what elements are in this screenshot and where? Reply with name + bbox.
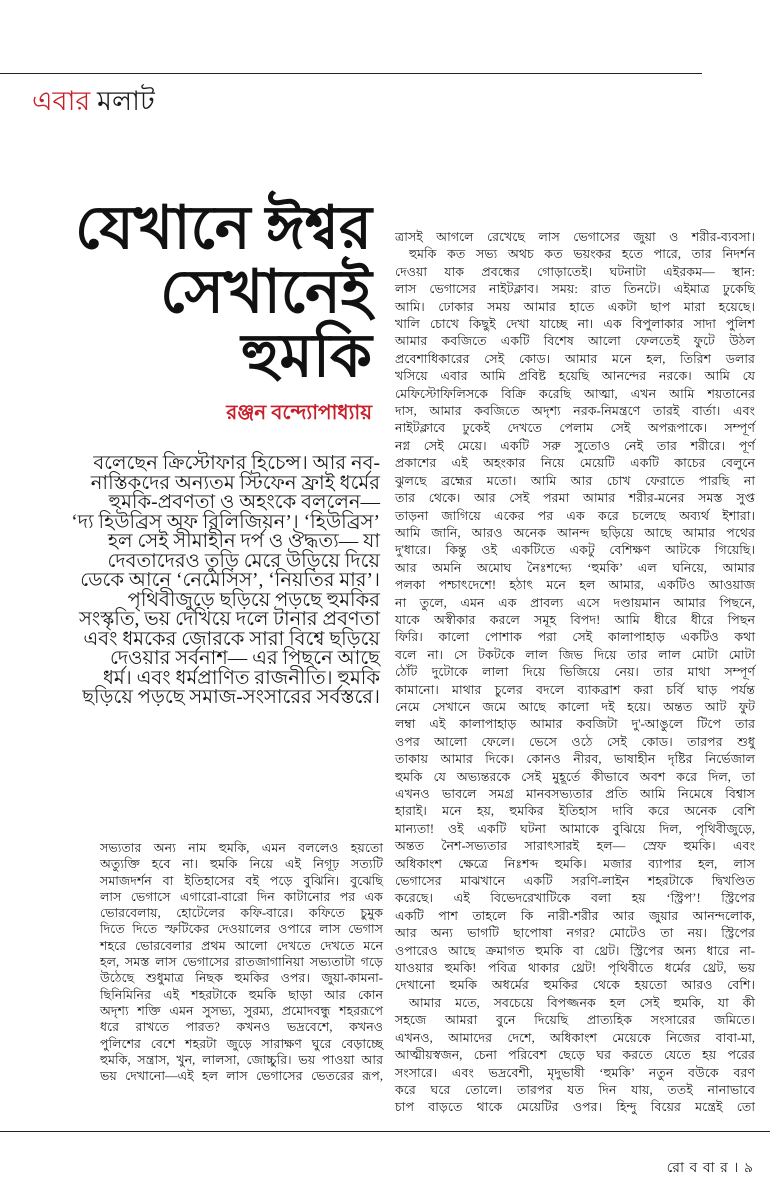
text-line: আর অমনি অমোঘ নৈঃশব্দ্যে ‘হুমকি’ এল ঘনিয়ে, আমার xyxy=(395,560,755,575)
text-line: ফিরি। কালো পোশাক পরা সেই কালাপাহাড় একটিও কথা xyxy=(395,630,755,645)
text-line: লম্বা এই কালাপাহাড় আমার কবজিটা দু'-আঙুলে টিপে তার xyxy=(395,717,755,732)
text-line: অদৃশ্য শক্তি এমন সুসভ্য, সুরম্য, প্রমোদবন্ধু শহররূপে xyxy=(100,1003,383,1018)
text-line: আমার মতে, সবচেয়ে বিপজ্জনক হল সেই হুমকি, যা কী xyxy=(409,995,755,1010)
headline-line: সেখানেই xyxy=(160,259,372,325)
body-column-left xyxy=(100,840,383,1084)
text-line: তাকায় আমার দিকে। কোনও নীরব, ভাষাহীন দৃষ্টির নির্ভেজাল xyxy=(395,752,755,767)
text-line: দাস, আমার কবজিতে অদৃশ্য নরক-নিমন্ত্রণে তারই বার্তা। এবং xyxy=(395,404,755,419)
text-line: প্রবেশাধিকারের সেই কোড। আমার মনে হল, তিরিশ ডলার xyxy=(395,351,755,366)
text-line: উঠেছে শুধুমাত্র নিছক হুমকির ওপর। জুয়া-কামনা- xyxy=(100,971,383,986)
text-line: ডেকে আনে ‘নেমেসিস’, ‘নিয়তির মার’। xyxy=(80,570,380,591)
text-line: নগ্ন সেই মেয়ে। একটি সরু সুতোও নেই তার শরীরে। পূর্ণ xyxy=(395,438,755,453)
page-footer xyxy=(667,1156,754,1180)
text-line: দেবতাদেরও তুড়ি মেরে উড়িয়ে দিয়ে xyxy=(107,550,380,572)
text-line: মেফিস্টোফিলিসকে বিক্রি করেছি আত্মা, এখন আমি শয়তানের xyxy=(395,386,755,401)
deck-text xyxy=(58,452,380,706)
bottom-divider xyxy=(0,1131,770,1132)
text-line: আমি জানি, আরও অনেক আনন্দ ছড়িয়ে আছে আমার পথের xyxy=(395,525,755,540)
text-line: একটি পাশ তাহলে কি নারী-শরীর আর জুয়ার আনন্দলোক, xyxy=(395,908,755,923)
text-line: হুমকি যে অভ্যন্তরকে সেই মুহূর্তে কীভাবে অবশ করে দিল, তা xyxy=(395,769,755,784)
text-line: লাস ভেগাসে এগারো-বারো দিন কাটানোর পর এক xyxy=(100,889,383,904)
text-line: দেখানো হুমকি অধর্মের হুমকির থেকে হয়তো আরও বেশি। xyxy=(395,978,755,993)
text-line: এবং ধমকের জোরকে সারা বিশ্বে ছড়িয়ে xyxy=(83,628,380,650)
headline-line: যেখানে ঈশ্বর xyxy=(74,195,372,261)
text-line: দিতে দিতে স্ফটিকের দেওয়ালের ওপারে লাস ভেগাস xyxy=(100,922,383,937)
headline-line: হুমকি xyxy=(241,323,372,389)
text-line: ছিনিমিনির এই শহরটাকে হুমকি ছাড়া আর কোন xyxy=(100,987,383,1002)
body-column-right xyxy=(395,229,755,1117)
section-label-black: মলাট xyxy=(97,86,155,116)
text-line: যাকে অস্বীকার করলে সমূহ বিপদ! আমি ধীরে ধীরে পিছন xyxy=(395,612,755,627)
text-line: দেওয়ার সর্বনাশ— এর পিছনে আছে xyxy=(109,648,380,669)
text-line: অত্যুক্তি হবে না। হুমকি নিয়ে এই নিগূঢ় সত্যটি xyxy=(100,857,383,872)
text-line: সমাজদর্শন বা ইতিহাসের বই পড়ে বুঝিনি। বুঝেছি xyxy=(100,873,383,888)
text-line: অধিকাংশ ক্ষেত্রে নিঃশব্দ হুমকি। মজার ব্যাপার হল, লাস xyxy=(395,856,755,871)
text-line: মান্যতা! ওই একটি ঘটনা আমাকে বুঝিয়ে দিল, পৃথিবীজুড়ে, xyxy=(395,821,755,836)
text-line: আত্মীয়স্বজন, চেনা পরিবেশ ছেড়ে ঘর করতে যেতে হয় পরের xyxy=(395,1048,755,1063)
text-line: নেমে সেখানে জমে আছে কালো দই হয়ে। অন্তত আট ফুট xyxy=(395,699,755,714)
footer-magazine-name: রো ব বা র xyxy=(666,1161,729,1176)
text-line: ছড়িয়ে পড়ছে সমাজ-সংসারের সর্বস্তরে। xyxy=(82,687,380,708)
page-number: ৯ xyxy=(743,1161,754,1176)
text-line: বলেছেন ক্রিস্টোফার হিচেন্স। আর নব- xyxy=(93,453,380,474)
text-line: হুমকি-প্রবণতা ও অহংকে বললেন— xyxy=(108,492,380,513)
text-line: ওপর আলো ফেলে। ভেসে ওঠে সেই কোড। তারপর শুধু xyxy=(395,734,755,749)
text-line: অন্তত নৈশ-সভ্যতার সারাৎসারই হল— স্রেফ হুমকি। এবং xyxy=(395,839,755,854)
text-line: হল সেই সীমাহীন দর্প ও ঔদ্ধত্য— যা xyxy=(107,531,380,552)
text-line: বলে না। সে টকটকে লাল জিভ দিয়ে তার লাল মোটা মোটা xyxy=(395,647,755,662)
text-line: কামানো। মাথার চুলের বদলে ব্যাকব্রাশ করা চর্বি ঘাড় পর্যন্ত xyxy=(395,682,755,697)
text-line: লাস ভেগাসের নাইটক্লাব। সময়: রাত তিনটে। এইমাত্র ঢুকেছি xyxy=(395,282,755,297)
text-line: আর অন্য ভাগটি ছাপোষা নগর? মোটেও তা নয়। স্ট্রিপের xyxy=(395,926,755,941)
text-line: ত্রাসই আগলে রেখেছে লাস ভেগাসের জুয়া ও শরীর-ব্যবসা। xyxy=(395,230,755,244)
text-line: ভেগাসের মাঝখানে একটি সরণি-লাইন শহরটাকে দ্বিখণ্ডিত xyxy=(395,874,755,889)
text-line: পলকা পশ্চাৎদেশে! হঠাৎ মনে হল আমার, একটিও আওয়াজ xyxy=(395,578,755,593)
text-line: করেছে। এই বিভেদরেখাটিকে বলা হয় ‘স্ট্রিপ’! স্ট্রিপের xyxy=(395,891,755,906)
footer-separator: । xyxy=(733,1161,740,1176)
text-line: হুমকি, সন্ত্রাস, খুন, লালসা, জোচ্চুরি। ভয় পাওয়া আর xyxy=(100,1052,383,1067)
text-line: ঠোঁট দুটোকে লালা দিয়ে ভিজিয়ে নেয়। তার মাথা সম্পূর্ণ xyxy=(395,665,755,680)
text-line: পৃথিবীজুড়ে ছড়িয়ে পড়ছে হুমকির xyxy=(127,589,380,611)
author-byline: রঞ্জন বন্দ্যোপাধ্যায় xyxy=(226,402,372,424)
section-label xyxy=(32,84,155,118)
section-label-red: এবার xyxy=(32,86,91,116)
text-line: হারাই। মনে হয়, হুমকির ইতিহাস দাবি করে অনেক বেশি xyxy=(395,804,755,819)
text-line: ‘দ্য হিউব্রিস অফ রিলিজিয়ন’। ‘হিউব্রিস’ xyxy=(71,511,380,533)
headline xyxy=(40,196,372,388)
text-line: সংসারে। এবং ভদ্রবেশী, মৃদুভাষী ‘হুমকি’ নতুন বউকে বরণ xyxy=(395,1065,755,1080)
text-line: সংস্কৃতি, ভয় দেখিয়ে দলে টানার প্রবণতা xyxy=(78,609,380,630)
text-line: তার থেকে। আর সেই পরমা আমার শরীর-মনের সমস্ত সুপ্ত xyxy=(395,491,755,506)
text-line: সভ্যতার অন্য নাম হুমকি, এমন বললেও হয়তো xyxy=(100,841,383,855)
text-line: আমি। ঢোকার সময় আমার হাতে একটা ছাপ মারা হয়েছে। xyxy=(395,299,755,314)
text-line: প্রকাশের এই অহংকার নিয়ে মেয়েটি একটি কাচের বেলুনে xyxy=(395,456,755,471)
text-line: ভোরবেলায়, হোটেলের কফি-বারে। কফিতে চুমুক xyxy=(100,906,383,921)
text-line: পুলিশের বেশে শহরটা জুড়ে সারাক্ষণ ঘুরে বেড়াচ্ছে xyxy=(100,1036,383,1051)
text-line: দু'ধারে। কিন্তু ওই একটিতে একটু বেশিক্ষণ আটকে গিয়েছি। xyxy=(395,543,755,558)
text-line: হুমকি কত সভ্য অথচ কত ভয়ংকর হতে পারে, তার নিদর্শন xyxy=(409,247,755,262)
text-line: যাওয়ার হুমকি! পবিত্র থাকার থ্রেট! পৃথিবীতে ধর্মের থ্রেট, ভয় xyxy=(395,961,755,976)
text-line: সহজে আমরা বুনে দিয়েছি প্রাত্যহিক সংসারের জমিতে। xyxy=(395,1013,755,1028)
top-divider xyxy=(0,73,702,74)
text-line: এখনও ভাবলে সমগ্র মানবসভ্যতার প্রতি আমি নিমেষে বিশ্বাস xyxy=(395,787,755,801)
text-line: ওপারেও আছে ক্রমাগত হুমকি বা থ্রেট। স্ট্রিপের অন্য ধারে না- xyxy=(395,943,755,958)
text-line: আমার কবজিতে একটি বিশেষ আলো ফেলতেই ফুটে উঠল xyxy=(395,334,755,349)
text-line: শহরে ভোরবেলার প্রথম আলো দেখতে দেখতে মনে xyxy=(100,938,383,953)
text-line: নাস্তিকদের অন্যতম স্টিফেন ফ্রাই ধর্মের xyxy=(90,472,380,494)
text-line: না তুলে, এমন এক প্রাবল্য এসে দণ্ডায়মান আমার পিছনে, xyxy=(395,595,755,610)
text-line: করে ঘরে তোলে। তারপর যত দিন যায়, ততই নানাভাবে xyxy=(395,1082,755,1097)
text-line: চাপ বাড়তে থাকে মেয়েটির ওপর। হিন্দু বিয়ের মন্ত্রেই তো xyxy=(395,1100,755,1115)
text-line: ভয় দেখানো—এই হল লাস ভেগাসের ভেতরের রূপ, xyxy=(100,1069,383,1084)
text-line: ধর্ম। এবং ধর্মপ্রাণিত রাজনীতি। হুমকি xyxy=(102,667,380,689)
text-line: ঝুলছে ব্রহ্মের মতো। আমি আর চোখ ফেরাতে পারছি না xyxy=(395,473,755,488)
text-line: ধরে রাখতে পারত? কখনও ভদ্রবেশে, কখনও xyxy=(100,1020,383,1035)
text-line: দেওয়া যাক প্রবন্ধের গোড়াতেই। ঘটনাটা এইরকম— স্থান: xyxy=(395,264,755,279)
text-line: খালি চোখে কিছুই দেখা যাচ্ছে না। এক বিপুলাকার সাদা পুলিশ xyxy=(395,317,755,332)
text-line: তাড়না জাগিয়ে একের পর এক করে চলেছে অব্যর্থ ইশারা। xyxy=(395,508,755,523)
text-line: এখনও, আমাদের দেশে, অধিকাংশ মেয়েকে নিজের বাবা-মা, xyxy=(395,1030,755,1045)
text-line: খসিয়ে এবার আমি প্রবিষ্ট হয়েছি আনন্দের নরকে। আমি যে xyxy=(395,369,755,384)
text-line: হল, সমস্ত লাস ভেগাসের রাতজাগানিয়া সভ্যতাটা গড়ে xyxy=(100,955,383,970)
text-line: নাইটক্লাবে ঢুকেই দেখতে পেলাম সেই অপরূপাকে। সম্পূর্ণ xyxy=(395,421,755,436)
